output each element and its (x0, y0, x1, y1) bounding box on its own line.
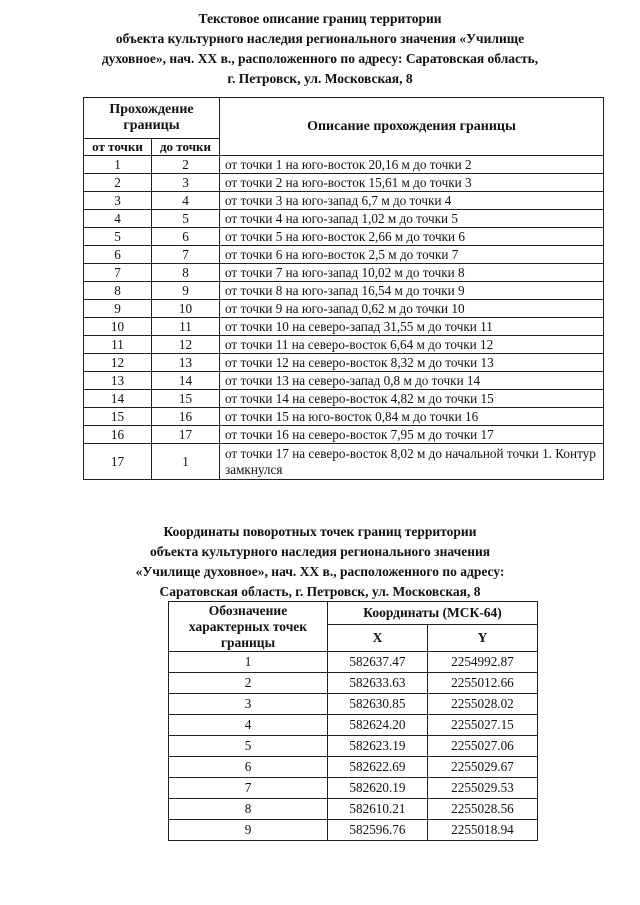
x-cell: 582620.19 (328, 778, 428, 799)
coordinate-row (169, 652, 538, 673)
title-line: «Училище духовное», нач. XX в., расположенного по адресу: (135, 564, 505, 579)
title-line: Координаты поворотных точек границ территории (163, 524, 477, 539)
description-cell: от точки 12 на северо-восток 8,32 м до точки 13 (220, 354, 604, 372)
description-cell: от точки 7 на юго-запад 10,02 м до точки 8 (220, 264, 604, 282)
x-cell: 582623.19 (328, 736, 428, 757)
description-cell: от точки 14 на северо-восток 4,82 м до точки 15 (220, 390, 604, 408)
x-cell: 582622.69 (328, 757, 428, 778)
description-cell: от точки 3 на юго-запад 6,7 м до точки 4 (220, 192, 604, 210)
border-row (84, 426, 604, 444)
from-point-cell: 15 (84, 408, 152, 426)
from-point-cell: 13 (84, 372, 152, 390)
border-row (84, 192, 604, 210)
coordinate-row (169, 673, 538, 694)
from-point-cell: 16 (84, 426, 152, 444)
border-row (84, 264, 604, 282)
description-cell: от точки 15 на юго-восток 0,84 м до точки 16 (220, 408, 604, 426)
from-point-cell: 6 (84, 246, 152, 264)
title-line: духовное», нач. XX в., расположенного по адресу: Саратовская область, (101, 51, 539, 66)
border-description-table (83, 97, 604, 480)
from-point-cell: 2 (84, 174, 152, 192)
y-cell: 2255028.02 (427, 694, 537, 715)
description-cell: от точки 4 на юго-запад 1,02 м до точки 5 (220, 210, 604, 228)
title-line: Саратовская область, г. Петровск, ул. Московская, 8 (159, 584, 481, 599)
coordinate-row (169, 778, 538, 799)
coordinate-row (169, 694, 538, 715)
description-cell: от точки 17 на северо-восток 8,02 м до начальной точки 1. Контур замкнулся (220, 444, 604, 480)
point-cell: 6 (169, 757, 328, 778)
border-row (84, 282, 604, 300)
y-cell: 2255012.66 (427, 673, 537, 694)
border-row (84, 174, 604, 192)
description-cell: от точки 6 на юго-восток 2,5 м до точки 7 (220, 246, 604, 264)
border-description-title (0, 9, 640, 89)
to-point-cell: 4 (152, 192, 220, 210)
coordinate-row (169, 736, 538, 757)
coordinates-table (168, 601, 538, 841)
to-point-cell: 5 (152, 210, 220, 228)
x-cell: 582637.47 (328, 652, 428, 673)
y-cell: 2255028.56 (427, 799, 537, 820)
title-line: г. Петровск, ул. Московская, 8 (227, 71, 413, 86)
from-point-cell: 7 (84, 264, 152, 282)
y-cell: 2255029.67 (427, 757, 537, 778)
y-cell: 2254992.87 (427, 652, 537, 673)
title-line: объекта культурного наследия регионального значения «Училище (115, 31, 525, 46)
y-cell: 2255027.06 (427, 736, 537, 757)
coordinates-title (0, 522, 640, 602)
point-cell: 4 (169, 715, 328, 736)
from-point-cell: 11 (84, 336, 152, 354)
to-point-cell: 15 (152, 390, 220, 408)
description-cell: от точки 8 на юго-запад 16,54 м до точки 9 (220, 282, 604, 300)
to-point-cell: 7 (152, 246, 220, 264)
from-point-header: от точки (84, 139, 152, 156)
point-cell: 8 (169, 799, 328, 820)
border-row (84, 300, 604, 318)
y-cell: 2255018.94 (427, 820, 537, 841)
passage-header: Прохождение границы (84, 98, 220, 139)
description-cell: от точки 1 на юго-восток 20,16 м до точки 2 (220, 156, 604, 174)
to-point-cell: 12 (152, 336, 220, 354)
from-point-cell: 5 (84, 228, 152, 246)
description-cell: от точки 11 на северо-восток 6,64 м до точки 12 (220, 336, 604, 354)
point-designation-header: Обозначение характерных точек границы (169, 602, 328, 652)
y-header: Y (427, 625, 537, 652)
x-cell: 582630.85 (328, 694, 428, 715)
description-cell: от точки 9 на юго-запад 0,62 м до точки 10 (220, 300, 604, 318)
from-point-cell: 1 (84, 156, 152, 174)
border-row (84, 408, 604, 426)
to-point-cell: 17 (152, 426, 220, 444)
to-point-cell: 16 (152, 408, 220, 426)
border-row (84, 318, 604, 336)
x-cell: 582596.76 (328, 820, 428, 841)
from-point-cell: 17 (84, 444, 152, 480)
description-cell: от точки 13 на северо-запад 0,8 м до точки 14 (220, 372, 604, 390)
border-row (84, 354, 604, 372)
point-cell: 3 (169, 694, 328, 715)
from-point-cell: 12 (84, 354, 152, 372)
border-row (84, 336, 604, 354)
description-cell: от точки 16 на северо-восток 7,95 м до точки 17 (220, 426, 604, 444)
border-row (84, 372, 604, 390)
point-cell: 1 (169, 652, 328, 673)
to-point-cell: 6 (152, 228, 220, 246)
title-line: объекта культурного наследия регионального значения (149, 544, 491, 559)
border-row (84, 390, 604, 408)
point-cell: 5 (169, 736, 328, 757)
title-line: Текстовое описание границ территории (198, 11, 442, 26)
border-row (84, 228, 604, 246)
to-point-cell: 13 (152, 354, 220, 372)
y-cell: 2255027.15 (427, 715, 537, 736)
coordinate-row (169, 820, 538, 841)
to-point-header: до точки (152, 139, 220, 156)
to-point-cell: 11 (152, 318, 220, 336)
to-point-cell: 1 (152, 444, 220, 480)
x-cell: 582633.63 (328, 673, 428, 694)
from-point-cell: 10 (84, 318, 152, 336)
to-point-cell: 10 (152, 300, 220, 318)
coordinates-header: Координаты (МСК-64) (328, 602, 538, 625)
border-row (84, 444, 604, 480)
from-point-cell: 8 (84, 282, 152, 300)
to-point-cell: 14 (152, 372, 220, 390)
description-cell: от точки 5 на юго-восток 2,66 м до точки 6 (220, 228, 604, 246)
point-cell: 9 (169, 820, 328, 841)
from-point-cell: 14 (84, 390, 152, 408)
coordinate-row (169, 715, 538, 736)
coordinate-row (169, 799, 538, 820)
y-cell: 2255029.53 (427, 778, 537, 799)
coordinate-row (169, 757, 538, 778)
x-cell: 582610.21 (328, 799, 428, 820)
from-point-cell: 9 (84, 300, 152, 318)
from-point-cell: 3 (84, 192, 152, 210)
point-cell: 7 (169, 778, 328, 799)
description-cell: от точки 2 на юго-восток 15,61 м до точки 3 (220, 174, 604, 192)
point-cell: 2 (169, 673, 328, 694)
to-point-cell: 2 (152, 156, 220, 174)
border-row (84, 246, 604, 264)
x-header: X (328, 625, 428, 652)
description-header: Описание прохождения границы (220, 98, 604, 156)
description-cell: от точки 10 на северо-запад 31,55 м до точки 11 (220, 318, 604, 336)
x-cell: 582624.20 (328, 715, 428, 736)
to-point-cell: 8 (152, 264, 220, 282)
border-row (84, 156, 604, 174)
to-point-cell: 3 (152, 174, 220, 192)
to-point-cell: 9 (152, 282, 220, 300)
from-point-cell: 4 (84, 210, 152, 228)
border-row (84, 210, 604, 228)
